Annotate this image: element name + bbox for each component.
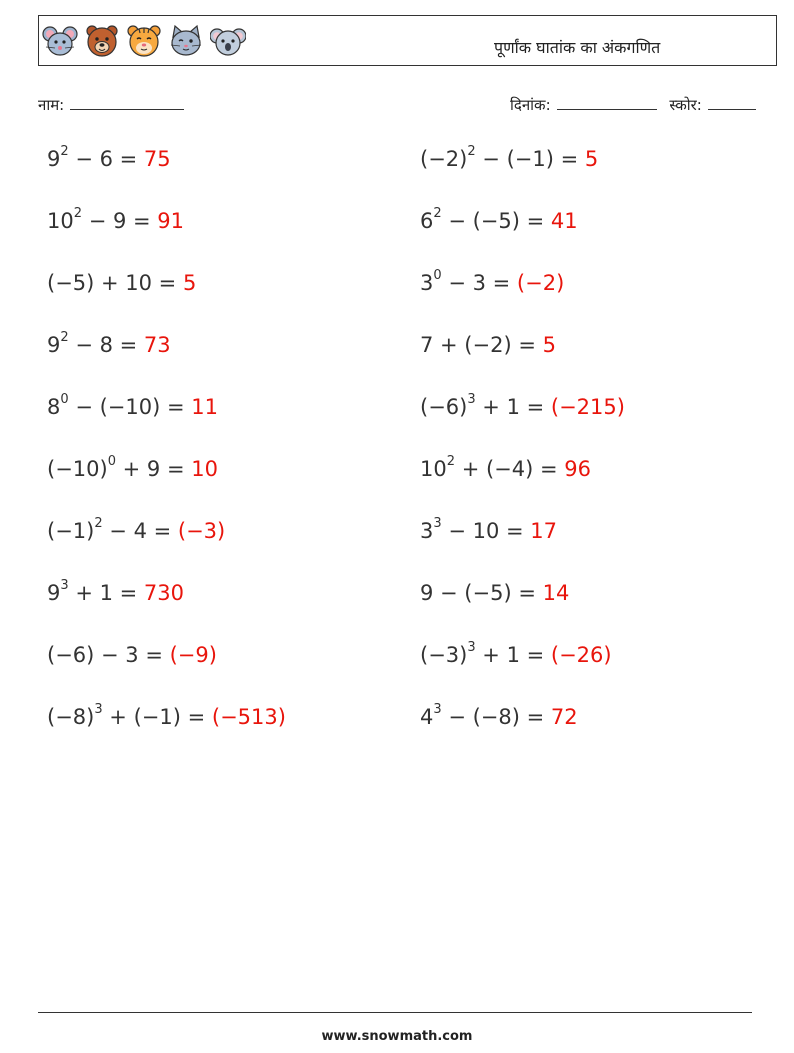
problem-answer: 5: [584, 147, 599, 171]
tiger-icon: [126, 23, 162, 59]
footer-url: www.snowmath.com: [321, 1029, 473, 1044]
problem-expression: (−8): [47, 705, 95, 729]
problem-expression: 10: [47, 209, 74, 233]
problem-exponent: 3: [433, 702, 442, 717]
problem-exponent: 3: [467, 640, 476, 655]
problem-expression-rest: − 8 =: [68, 333, 144, 357]
problem-row: [47, 516, 226, 543]
problem-exponent: 3: [467, 392, 476, 407]
problem-row: [420, 333, 556, 357]
problem-expression: 3: [420, 519, 434, 543]
animal-icons: [42, 23, 246, 59]
problem-row: [420, 206, 578, 233]
problem-exponent: 2: [446, 454, 456, 469]
problem-expression: 10: [420, 457, 447, 481]
problem-expression: 6: [420, 209, 434, 233]
problem-expression: (−5) + 10 =: [47, 271, 183, 295]
problem-row: [47, 271, 196, 295]
problem-expression-rest: + (−4) =: [455, 457, 565, 481]
problem-expression: (−1): [47, 519, 95, 543]
problem-expression: (−3): [420, 643, 468, 667]
problem-exponent: 2: [94, 516, 103, 531]
problem-answer: (−215): [550, 395, 625, 419]
problem-row: [420, 581, 569, 605]
problem-row: [47, 144, 171, 171]
problem-row: [420, 516, 558, 543]
name-line: [70, 95, 184, 110]
problem-expression: 3: [420, 271, 434, 295]
problem-expression-rest: + 9 =: [115, 457, 192, 481]
problem-expression-rest: − 4 =: [102, 519, 178, 543]
problem-expression-rest: − (−10) =: [68, 395, 192, 419]
problem-row: [47, 643, 217, 667]
problem-exponent: 0: [433, 268, 442, 283]
problem-expression: 7 + (−2) =: [420, 333, 543, 357]
problem-row: [420, 640, 612, 667]
worksheet-title: पूर्णांक घातांक का अंकगणित: [494, 38, 661, 57]
problem-exponent: 0: [60, 392, 69, 407]
problem-expression-rest: + 1 =: [475, 395, 551, 419]
problem-row: [420, 144, 599, 171]
problem-answer: 41: [550, 209, 578, 233]
problem-answer: 75: [143, 147, 171, 171]
koala-icon: [210, 23, 246, 59]
date-label: दिनांक:: [510, 96, 551, 114]
problem-exponent: 3: [433, 516, 442, 531]
problem-row: [47, 206, 185, 233]
problem-expression: 4: [420, 705, 434, 729]
footer-rule: [38, 1012, 752, 1013]
problem-expression-rest: − 3 =: [441, 271, 517, 295]
problem-expression: 8: [47, 395, 61, 419]
date-line: [557, 95, 657, 110]
problem-row: [420, 268, 565, 295]
problem-answer: (−9): [169, 643, 217, 667]
problem-expression: (−10): [47, 457, 108, 481]
problem-answer: 730: [143, 581, 185, 605]
problem-row: [47, 702, 286, 729]
score-line: [708, 95, 756, 110]
problem-exponent: 2: [433, 206, 442, 221]
problem-answer: 91: [157, 209, 185, 233]
problem-answer: 72: [550, 705, 578, 729]
problem-expression: (−6): [420, 395, 468, 419]
problem-exponent: 3: [94, 702, 103, 717]
problem-answer: 17: [530, 519, 558, 543]
mouse-icon: [42, 23, 78, 59]
problem-row: [47, 578, 185, 605]
problem-expression-rest: + 1 =: [475, 643, 551, 667]
problem-answer: 73: [143, 333, 171, 357]
problem-expression-rest: − 9 =: [82, 209, 158, 233]
problem-answer: 11: [191, 395, 218, 419]
problem-answer: 14: [542, 581, 570, 605]
problem-exponent: 0: [107, 454, 116, 469]
problem-row: [47, 392, 218, 419]
problem-exponent: 3: [60, 578, 69, 593]
problem-answer: 5: [542, 333, 556, 357]
problem-answer: (−26): [550, 643, 612, 667]
problem-row: [47, 330, 171, 357]
problem-row: [420, 454, 591, 481]
problem-row: [420, 702, 578, 729]
date-score-field: [510, 95, 756, 115]
problem-expression: 9: [47, 333, 61, 357]
problem-expression-rest: + (−1) =: [102, 705, 212, 729]
problem-answer: 96: [564, 457, 591, 481]
problem-row: [47, 454, 218, 481]
problem-expression-rest: − (−1) =: [475, 147, 585, 171]
problem-expression-rest: − (−8) =: [441, 705, 551, 729]
score-label: स्कोर:: [669, 96, 702, 114]
problem-expression-rest: − 10 =: [441, 519, 531, 543]
problem-expression: 9: [47, 581, 61, 605]
problem-answer: 5: [182, 271, 197, 295]
problem-row: [420, 392, 625, 419]
problem-expression-rest: + 1 =: [68, 581, 144, 605]
problem-answer: (−2): [516, 271, 565, 295]
problem-expression-rest: − (−5) =: [441, 209, 551, 233]
problem-expression-rest: − 6 =: [68, 147, 144, 171]
problem-answer: (−513): [211, 705, 286, 729]
problem-expression: (−6) − 3 =: [47, 643, 170, 667]
problem-exponent: 2: [60, 144, 69, 159]
name-field: [38, 95, 184, 115]
problem-answer: (−3): [177, 519, 226, 543]
bear-icon: [84, 23, 120, 59]
cat-icon: [168, 23, 204, 59]
problem-exponent: 2: [73, 206, 83, 221]
problem-expression: 9: [47, 147, 61, 171]
name-label: नाम:: [38, 96, 65, 114]
problem-exponent: 2: [60, 330, 69, 345]
problem-exponent: 2: [467, 144, 476, 159]
problem-answer: 10: [191, 457, 218, 481]
problem-expression: 9 − (−5) =: [420, 581, 543, 605]
header-box: [38, 15, 777, 66]
problem-expression: (−2): [420, 147, 468, 171]
